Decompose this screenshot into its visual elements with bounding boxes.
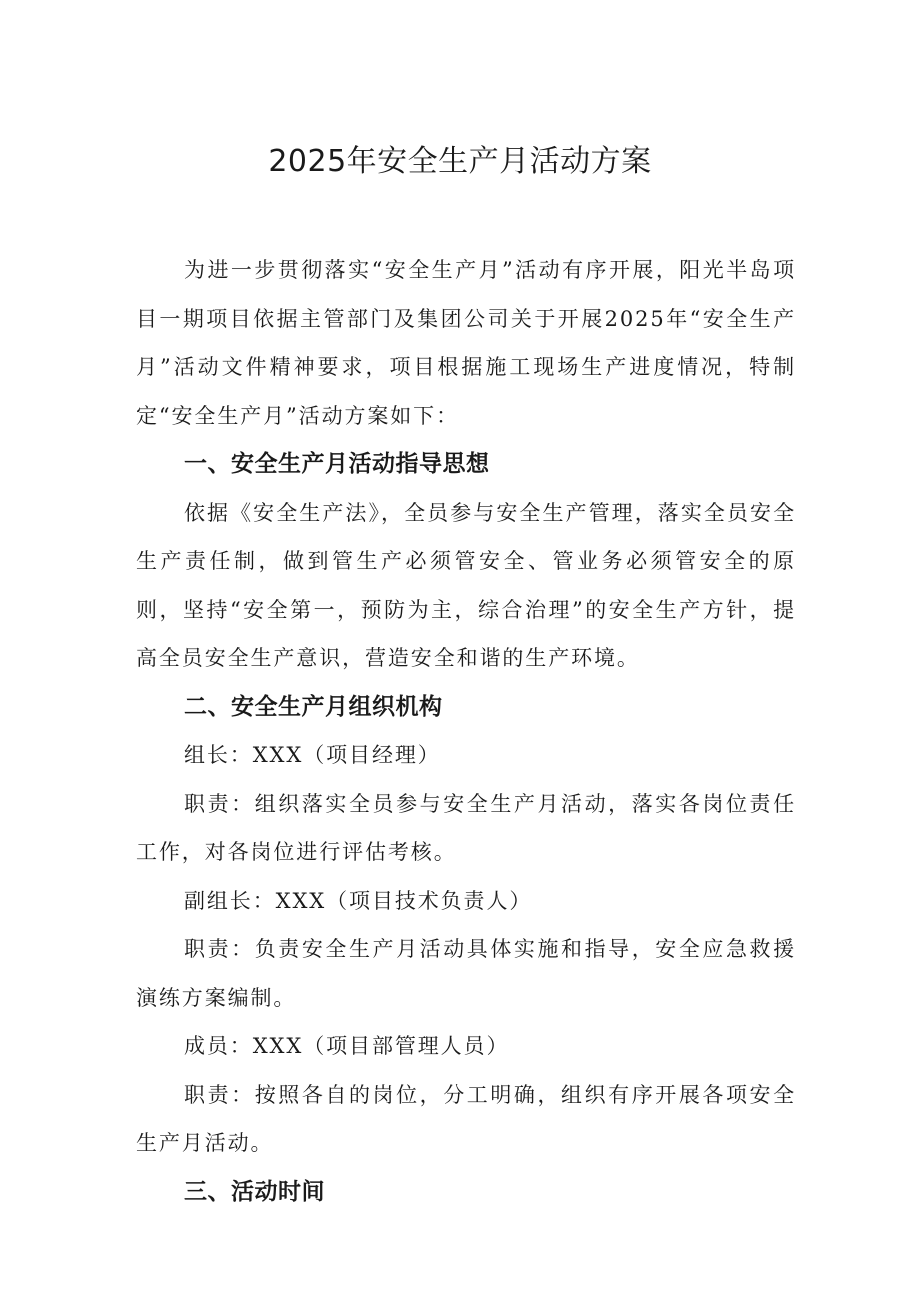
deputy-duty-paragraph: 职责：负责安全生产月活动具体实施和指导，安全应急救援演练方案编制。 <box>136 937 796 1010</box>
document-title: 2025年安全生产月活动方案 <box>268 144 652 179</box>
intro-paragraph: 为进一步贯彻落实“安全生产月”活动有序开展，阳光半岛项目一期项目依据主管部门及集团公司关于开展2025年“安全生产月”活动文件精神要求，项目根据施工现场生产进度情况，特制定“安全生产月”活动方案如下： <box>136 258 796 428</box>
members-line: 成员：XXX（项目部管理人员） <box>184 1034 510 1058</box>
document-body <box>136 246 796 1216</box>
section2-heading: 二、安全生产月组织机构 <box>184 693 443 720</box>
section1-paragraph: 依据《安全生产法》，全员参与安全生产管理，落实全员安全生产责任制，做到管生产必须管安全、管业务必须管安全的原则，坚持“安全第一，预防为主，综合治理”的安全生产方针，提高全员安全生产意识，营造安全和谐的生产环境。 <box>136 500 796 670</box>
section3-heading: 三、活动时间 <box>184 1178 325 1205</box>
section1-heading: 一、安全生产月活动指导思想 <box>184 451 490 477</box>
leader-duty-paragraph: 职责：组织落实全员参与安全生产月活动，落实各岗位责任工作，对各岗位进行评估考核。 <box>136 791 796 864</box>
leader-line: 组长：XXX（项目经理） <box>184 743 441 767</box>
deputy-leader-line: 副组长：XXX（项目技术负责人） <box>184 888 533 913</box>
members-duty-paragraph: 职责：按照各自的岗位，分工明确，组织有序开展各项安全生产月活动。 <box>136 1082 796 1155</box>
